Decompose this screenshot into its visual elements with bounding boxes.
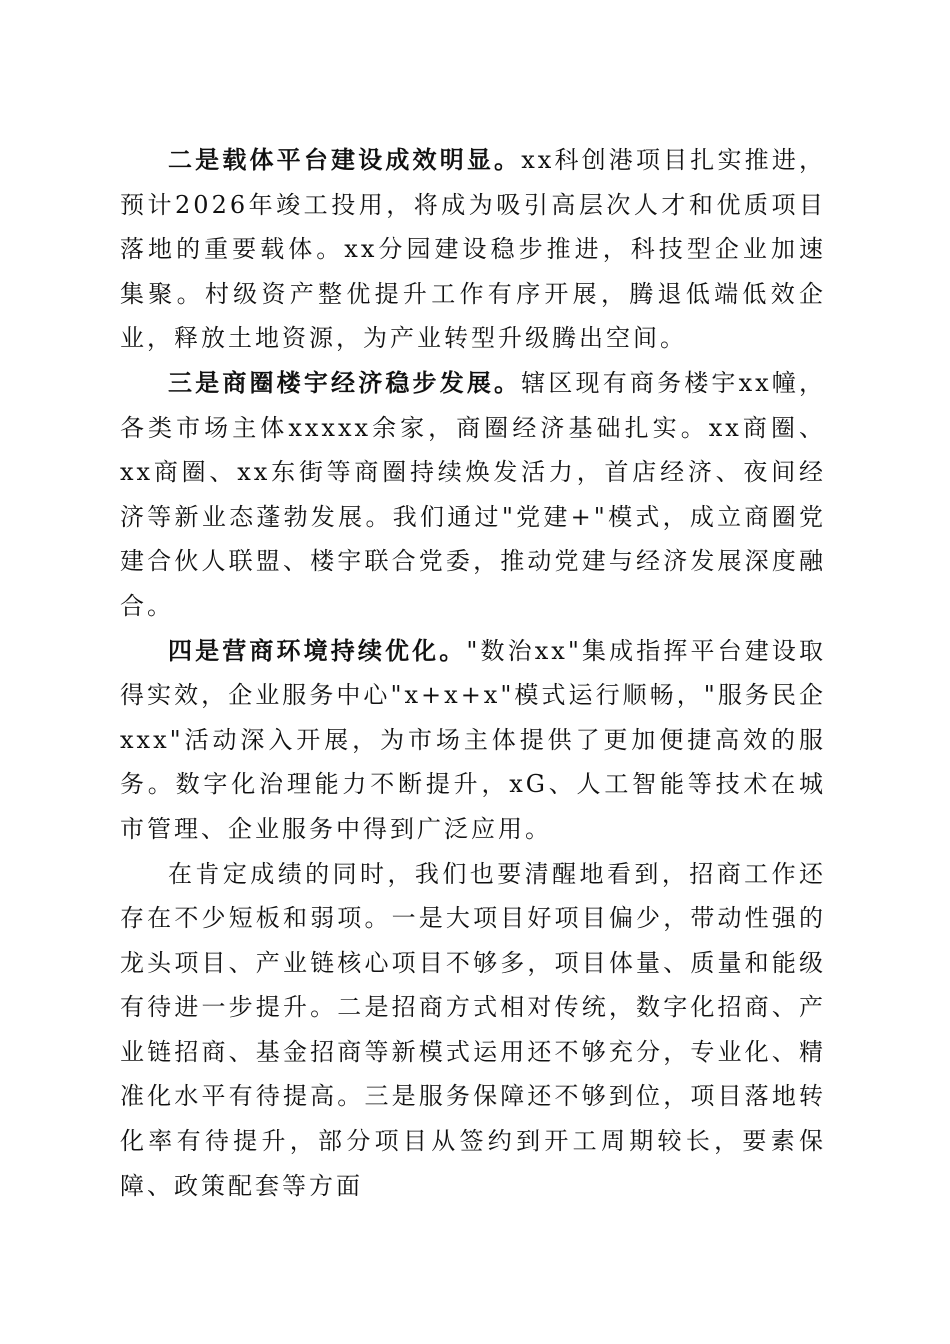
paragraph-lead: 四是营商环境持续优化。 (168, 635, 467, 665)
paragraph-shortcomings (120, 852, 826, 1209)
paragraph-text: 在肯定成绩的同时，我们也要清醒地看到，招商工作还存在不少短板和弱项。一是大项目好项目偏少，带动性强的龙头项目、产业链核心项目不够多，项目体量、质量和能级有待进一步提升。二是招商方式相对传统，数字化招商、产业链招商、基金招商等新模式运用还不够充分，专业化、精准化水平有待提高。三是服务保障还不够到位，项目落地转化率有待提升，部分项目从签约到开工周期较长，要素保障、政策配套等方面 (120, 859, 826, 1200)
paragraph-text: "数治xx"集成指挥平台建设取得实效，企业服务中心"x+x+x"模式运行顺畅，"服务民企xxx"活动深入开展，为市场主体提供了更加便捷高效的服务。数字化治理能力不断提升，xG、人工智能等技术在城市管理、企业服务中得到广泛应用。 (120, 636, 826, 843)
paragraph-text: 辖区现有商务楼宇xx幢，各类市场主体xxxxx余家，商圈经济基础扎实。xx商圈、xx商圈、xx东街等商圈持续焕发活力，首店经济、夜间经济等新业态蓬勃发展。我们通过"党建+"模式，成立商圈党建合伙人联盟、楼宇联合党委，推动党建与经济发展深度融合。 (120, 368, 826, 620)
document-body (120, 138, 826, 1208)
paragraph-lead: 二是载体平台建设成效明显。 (168, 145, 522, 174)
paragraph-commerce (120, 361, 826, 629)
paragraph-text: xx科创港项目扎实推进，预计2026年竣工投用，将成为吸引高层次人才和优质项目落地的重要载体。xx分园建设稳步推进，科技型企业加速集聚。村级资产整优提升工作有序开展，腾退低端低效企业，释放土地资源，为产业转型升级腾出空间。 (120, 146, 826, 353)
paragraph-platform (120, 138, 826, 361)
paragraph-business-environment (120, 629, 826, 852)
paragraph-lead: 三是商圈楼宇经济稳步发展。 (168, 367, 522, 397)
